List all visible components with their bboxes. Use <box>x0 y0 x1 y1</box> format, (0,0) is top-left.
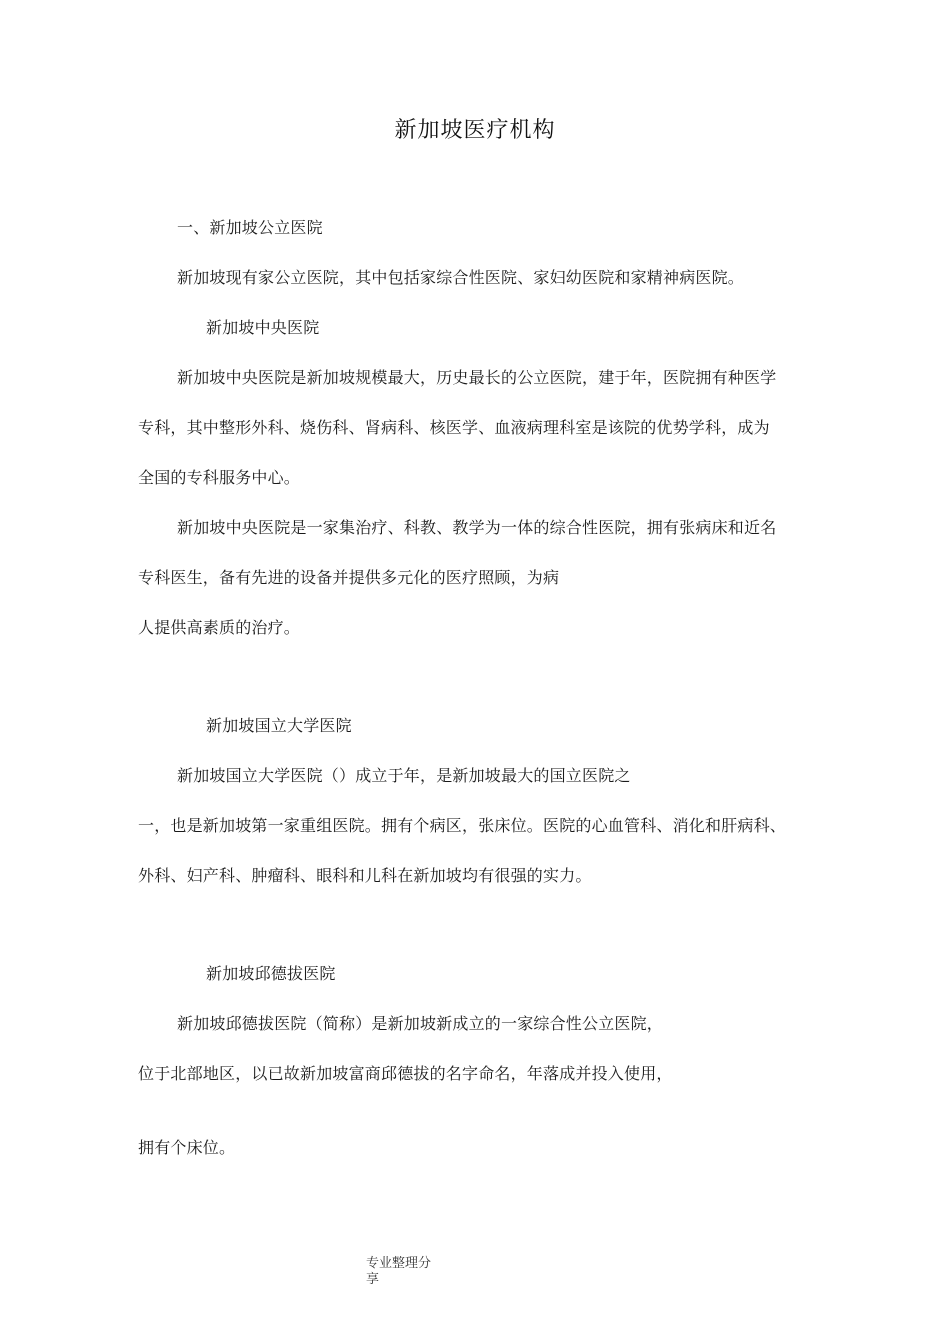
paragraph-line: 人提供高素质的治疗。 <box>138 618 301 637</box>
paragraph-line: 专科，其中整形外科、烧伤科、肾病科、核医学、血液病理科室是该院的优势学科，成为 <box>138 418 770 437</box>
paragraph-line: 新加坡现有家公立医院，其中包括家综合性医院、家妇幼医院和家精神病医院。 <box>177 268 745 287</box>
subheading-sgh: 新加坡中央医院 <box>206 318 320 337</box>
paragraph-line: 新加坡中央医院是新加坡规模最大，历史最长的公立医院，建于年，医院拥有种医学 <box>177 368 777 387</box>
subheading-ktph: 新加坡邱德拔医院 <box>206 964 336 983</box>
subheading-nuh: 新加坡国立大学医院 <box>206 716 352 735</box>
page-footer: 专业整理分享 <box>366 1256 432 1287</box>
document-title: 新加坡医疗机构 <box>394 118 556 143</box>
paragraph-line: 拥有个床位。 <box>138 1138 236 1157</box>
paragraph-line: 新加坡邱德拔医院（简称）是新加坡新成立的一家综合性公立医院， <box>177 1014 664 1033</box>
section-heading-public-hospitals: 一、新加坡公立医院 <box>177 218 323 237</box>
paragraph-line: 外科、妇产科、肿瘤科、眼科和儿科在新加坡均有很强的实力。 <box>138 866 592 885</box>
paragraph-line: 一，也是新加坡第一家重组医院。拥有个病区，张床位。医院的心血管科、消化和肝病科、 <box>138 816 787 835</box>
paragraph-line: 专科医生，备有先进的设备并提供多元化的医疗照顾，为病 <box>138 568 560 587</box>
paragraph-line: 新加坡中央医院是一家集治疗、科教、教学为一体的综合性医院，拥有张病床和近名 <box>177 518 777 537</box>
paragraph-line: 新加坡国立大学医院（）成立于年，是新加坡最大的国立医院之 <box>177 766 631 785</box>
paragraph-line: 位于北部地区，以已故新加坡富商邱德拔的名字命名，年落成并投入使用， <box>138 1064 673 1083</box>
paragraph-line: 全国的专科服务中心。 <box>138 468 301 487</box>
